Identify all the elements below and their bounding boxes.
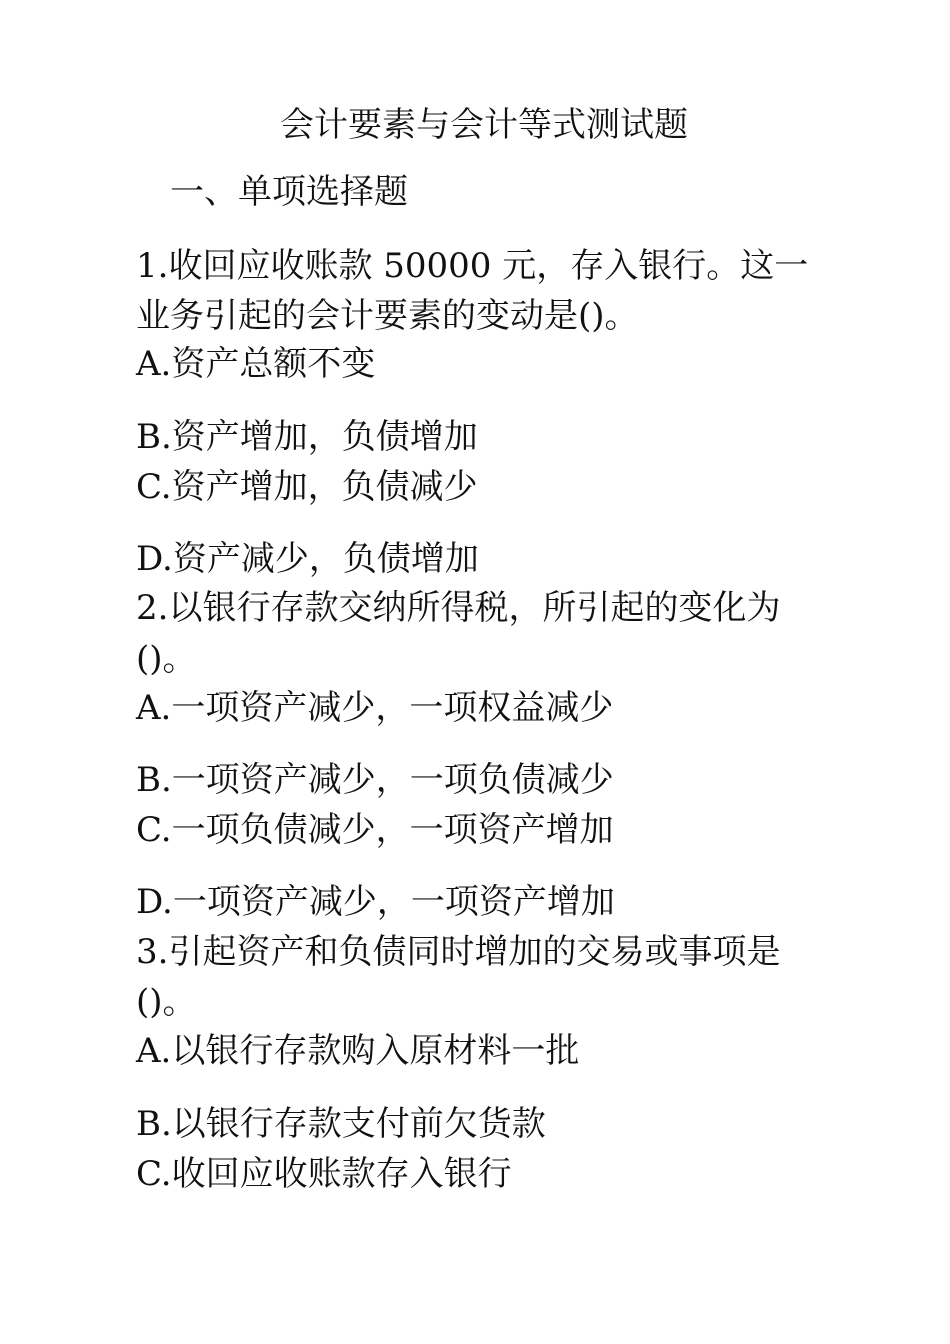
question-3-option-b: B.以银行存款支付前欠货款: [136, 1104, 546, 1144]
question-2-option-d: D.一项资产减少，一项资产增加: [136, 882, 615, 922]
question-1-option-c: C.资产增加，负债减少: [136, 467, 478, 507]
question-1-stem-line2: 业务引起的会计要素的变动是()。: [136, 296, 639, 336]
question-2-option-c: C.一项负债减少，一项资产增加: [136, 810, 614, 850]
question-1-option-a: A.资产总额不变: [136, 344, 376, 384]
question-3-stem-line2: ()。: [136, 982, 197, 1022]
question-1-stem-line1: 1.收回应收账款 50000 元，存入银行。这一: [136, 246, 809, 286]
question-2-option-b: B.一项资产减少，一项负债减少: [136, 760, 614, 800]
question-3-option-a: A.以银行存款购入原材料一批: [136, 1031, 580, 1071]
question-3-option-c: C.收回应收账款存入银行: [136, 1154, 512, 1194]
question-2-option-a: A.一项资产减少，一项权益减少: [136, 688, 614, 728]
question-2-stem-line1: 2.以银行存款交纳所得税，所引起的变化为: [136, 588, 781, 628]
question-1-option-b: B.资产增加，负债增加: [136, 417, 478, 457]
document-title: 会计要素与会计等式测试题: [280, 105, 688, 145]
section-heading: 一、单项选择题: [170, 172, 408, 212]
question-1-option-d: D.资产减少，负债增加: [136, 539, 479, 579]
question-3-stem-line1: 3.引起资产和负债同时增加的交易或事项是: [136, 932, 781, 972]
question-2-stem-line2: ()。: [136, 639, 197, 679]
